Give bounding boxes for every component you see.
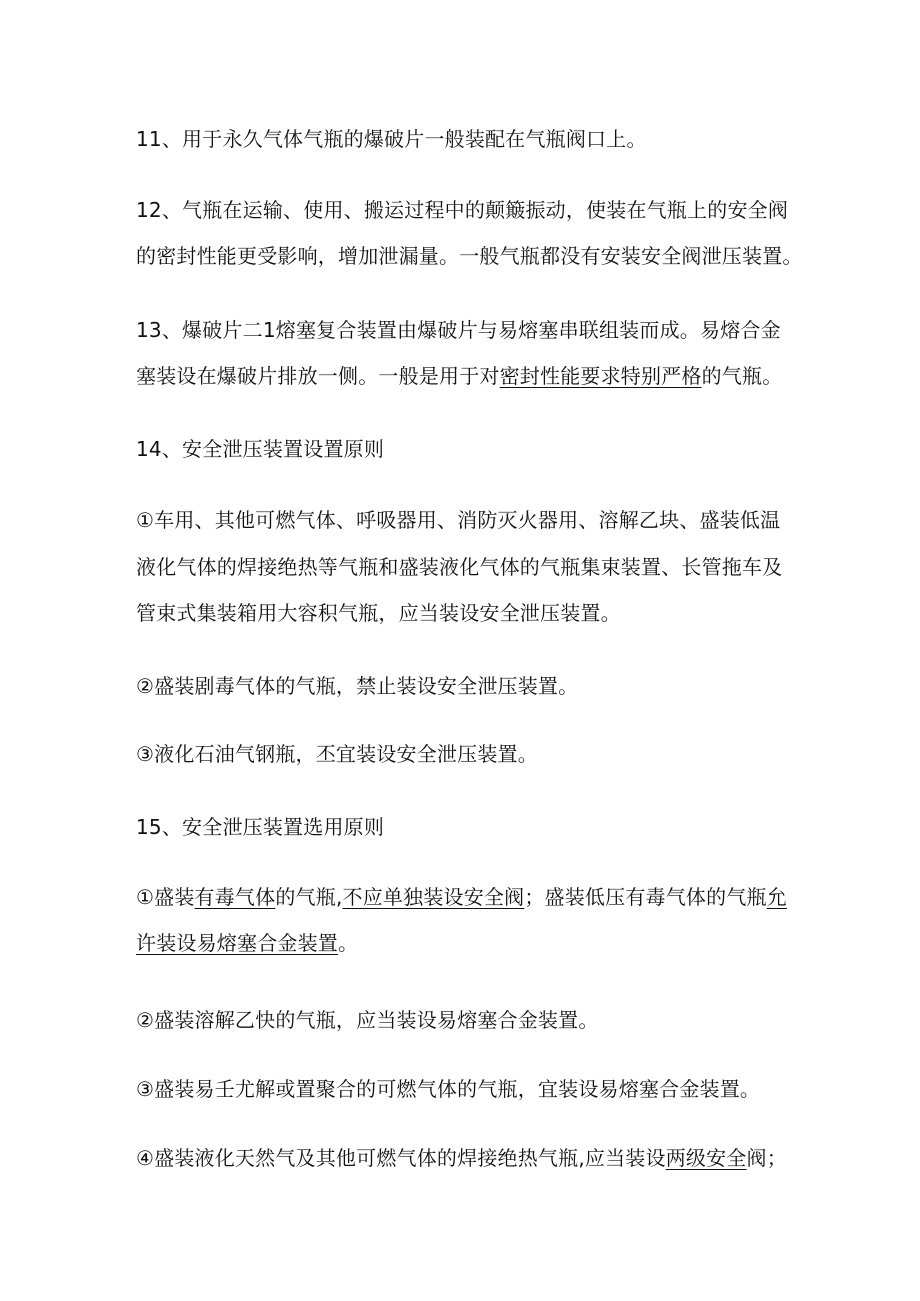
item-15-p1-underlined-1: 有毒气体	[194, 885, 276, 909]
item-11-line-1: 11、用于永久气体气瓶的爆破片一般装配在气瓶阀口上。	[136, 127, 647, 151]
item-12-line-1: 12、气瓶在运输、使用、搬运过程中的颠簸振动，使装在气瓶上的安全阀	[136, 198, 789, 222]
item-15-p1-line-1	[136, 883, 816, 911]
item-15-p1-line-2-end: 。	[338, 931, 359, 955]
item-15-p1-underlined-2: 不应单独装设安全阀	[342, 885, 525, 909]
item-14-p2: ②盛装剧毒气体的气瓶，禁止装设安全泄压装置。	[136, 674, 579, 698]
item-15-p3: ③盛装易壬尤解或置聚合的可燃气体的气瓶，宜装设易熔塞合金装置。	[136, 1077, 761, 1101]
item-15-p1-text-a: ①盛装	[136, 885, 195, 909]
item-15-p1-text-b: 的气瓶,	[275, 885, 343, 909]
item-15-p1-text-c: ；盛装低压有毒气体的气瓶	[524, 885, 767, 909]
item-13-line-2-text-b: 的气瓶。	[701, 364, 783, 388]
item-15-p4	[136, 1144, 816, 1172]
item-14-heading: 14、安全泄压装置设置原则	[136, 437, 385, 461]
item-13-line-2-text-a: 塞装设在爆破片排放一侧。一般是用于对	[136, 364, 500, 388]
item-14-p1-line-1: ①车用、其他可燃气体、呼吸器用、消防灭火器用、溶解乙块、盛装低温	[136, 508, 781, 532]
item-13-underlined-phrase: 密封性能要求特别严格	[499, 364, 702, 388]
item-15-p1-line-2-underlined: 许装设易熔塞合金装置	[136, 931, 338, 955]
item-15-p4-text-a: ④盛装液化天然气及其他可燃气体的焊接绝热气瓶,应当装设	[136, 1146, 666, 1170]
item-15-heading: 15、安全泄压装置选用原则	[136, 815, 385, 839]
item-15-p4-text-b: 阀；	[746, 1146, 787, 1170]
item-15-p4-underlined: 两级安全	[665, 1146, 747, 1170]
item-14-p1-line-2: 液化气体的焊接绝热等气瓶和盛装液化气体的气瓶集束装置、长管拖车及	[136, 555, 783, 579]
item-12-line-2: 的密封性能更受影响，增加泄漏量。一般气瓶都没有安装安全阀泄压装置。	[136, 244, 803, 268]
item-14-p1-line-3: 管束式集装箱用大容积气瓶，应当装设安全泄压装置。	[136, 601, 621, 625]
item-15-p2: ②盛装溶解乙快的气瓶，应当装设易熔塞合金装置。	[136, 1008, 599, 1032]
item-15-p1-underlined-3: 允	[766, 885, 787, 909]
item-13-line-1: 13、爆破片二1熔塞复合装置由爆破片与易熔塞串联组装而成。易熔合金	[136, 318, 781, 342]
item-15-p1-line-2	[136, 929, 816, 957]
item-13-line-2	[136, 362, 816, 390]
item-14-p3: ③液化石油气钢瓶，丕宜装设安全泄压装置。	[136, 742, 538, 766]
